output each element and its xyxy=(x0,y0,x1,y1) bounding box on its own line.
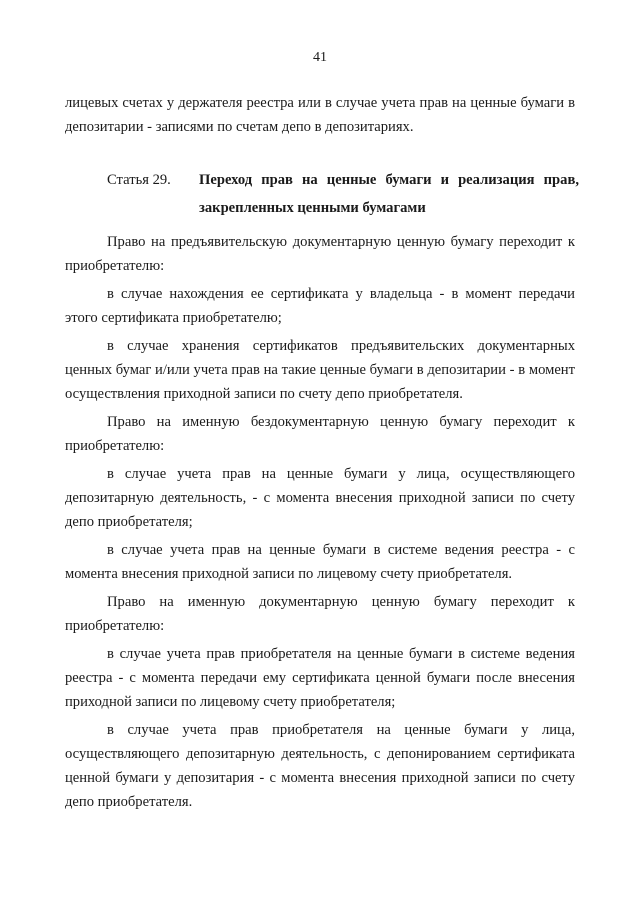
paragraph: в случае учета прав приобретателя на ценные бумаги у лица, осуществляющего депозитарную деятельность, с депонированием сертификата ценной бумаги у депозитария - с момента внесения приходной записи по счету депо приобретателя. xyxy=(65,722,575,810)
article-body xyxy=(65,230,575,818)
paragraph: Право на именную документарную ценную бумагу переходит к приобретателю: xyxy=(65,594,575,634)
page-number: 41 xyxy=(313,50,327,65)
paragraph: в случае хранения сертификатов предъявительских документарных ценных бумаг и/или учета прав на такие ценные бумаги в депозитарии - в момент осуществления приходной записи по счету депо приобретателя. xyxy=(65,338,575,402)
paragraph: в случае учета прав на ценные бумаги у лица, осуществляющего депозитарную деятельность, - с момента внесения приходной записи по счету депо приобретателя; xyxy=(65,466,575,530)
paragraph: Право на предъявительскую документарную ценную бумагу переходит к приобретателю: xyxy=(65,234,575,274)
article-label: Статья 29. xyxy=(107,172,171,188)
article-title: Переход прав на ценные бумаги и реализация прав, закрепленных ценными бумагами xyxy=(199,172,579,216)
paragraph: в случае учета прав приобретателя на ценные бумаги в системе ведения реестра - с момента передачи ему сертификата ценной бумаги после внесения приходной записи по лицевому счету приобретателя; xyxy=(65,646,575,710)
paragraph: Право на именную бездокументарную ценную бумагу переходит к приобретателю: xyxy=(65,414,575,454)
paragraph: в случае нахождения ее сертификата у владельца - в момент передачи этого сертификата приобретателю; xyxy=(65,286,575,326)
intro-paragraph: лицевых счетах у держателя реестра или в случае учета прав на ценные бумаги в депозитарии - записями по счетам депо в депозитариях. xyxy=(65,95,575,135)
paragraph: в случае учета прав на ценные бумаги в системе ведения реестра - с момента внесения приходной записи по лицевому счету приобретателя. xyxy=(65,542,575,582)
